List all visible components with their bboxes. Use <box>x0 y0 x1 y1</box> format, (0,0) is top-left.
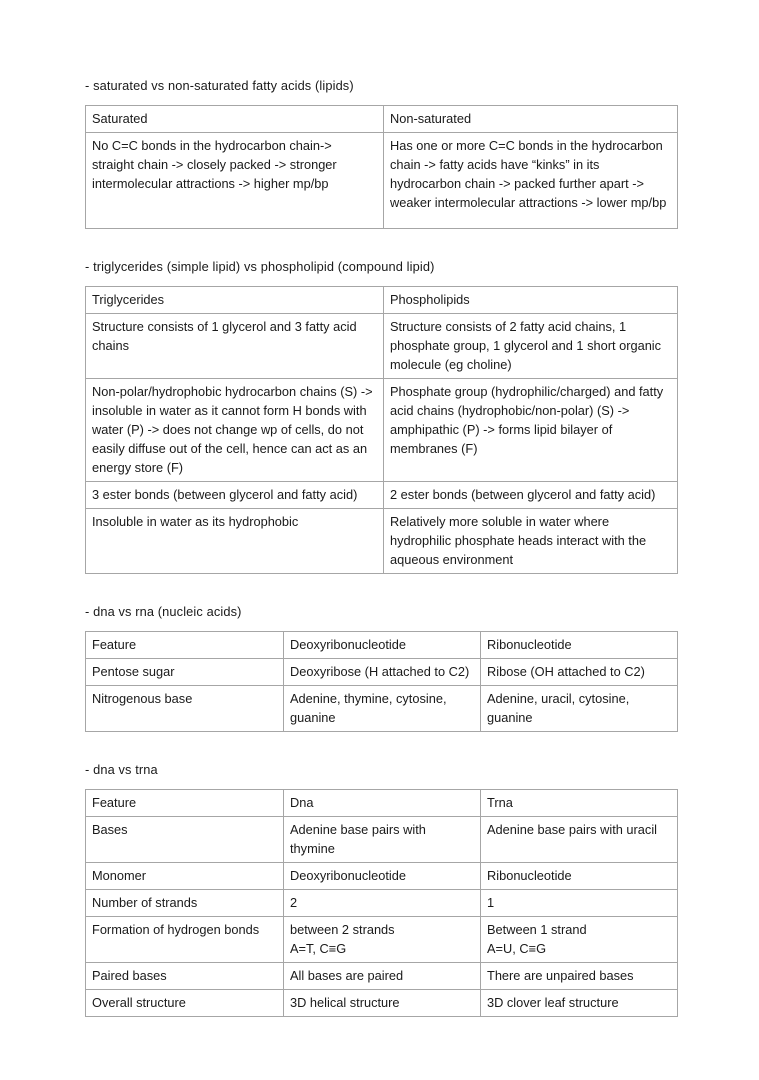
section-heading: - saturated vs non-saturated fatty acids (lipids) <box>85 78 354 93</box>
section-saturated-vs-non-saturated <box>85 78 677 229</box>
section-spacer <box>85 574 677 604</box>
table-cell: 3D clover leaf structure <box>481 990 678 1017</box>
table-header-cell: Dna <box>284 790 481 817</box>
table-header-cell: Deoxyribonucleotide <box>284 632 481 659</box>
table-cell: Deoxyribose (H attached to C2) <box>284 659 481 686</box>
comparison-table-nucleic-acids <box>85 631 678 732</box>
section-heading: - dna vs rna (nucleic acids) <box>85 604 242 619</box>
table-cell: Adenine base pairs with uracil <box>481 817 678 863</box>
table-header-cell: Ribonucleotide <box>481 632 678 659</box>
table-cell: Structure consists of 2 fatty acid chains, 1 phosphate group, 1 glycerol and 1 short organic molecule (eg choline) <box>384 314 678 379</box>
section-heading: - triglycerides (simple lipid) vs phospholipid (compound lipid) <box>85 259 435 274</box>
comparison-table-lipids <box>85 286 678 574</box>
table-cell: Pentose sugar <box>86 659 284 686</box>
table-row <box>86 314 678 379</box>
table-row <box>86 890 678 917</box>
section-dna-vs-rna <box>85 604 677 732</box>
table-cell-line: Between 1 strand <box>487 922 587 937</box>
table-cell: Adenine base pairs with thymine <box>284 817 481 863</box>
table-cell: Deoxyribonucleotide <box>284 863 481 890</box>
table-header-cell: Saturated <box>86 106 384 133</box>
table-cell: Structure consists of 1 glycerol and 3 fatty acid chains <box>86 314 384 379</box>
table-row <box>86 133 678 229</box>
table-cell: Ribonucleotide <box>481 863 678 890</box>
table-header-row <box>86 632 678 659</box>
table-cell: There are unpaired bases <box>481 963 678 990</box>
table-header-cell: Phospholipids <box>384 287 678 314</box>
table-row <box>86 509 678 574</box>
section-heading: - dna vs trna <box>85 762 158 777</box>
table-cell: Monomer <box>86 863 284 890</box>
table-header-cell: Feature <box>86 632 284 659</box>
table-header-cell: Triglycerides <box>86 287 384 314</box>
table-cell <box>284 917 481 963</box>
table-cell: Bases <box>86 817 284 863</box>
table-cell: Ribose (OH attached to C2) <box>481 659 678 686</box>
table-cell: 2 ester bonds (between glycerol and fatty acid) <box>384 482 678 509</box>
table-row <box>86 379 678 482</box>
comparison-table-dna-trna <box>85 789 678 1017</box>
table-cell: Phosphate group (hydrophilic/charged) and fatty acid chains (hydrophobic/non-polar) (S) -> amphipathic (P) -> forms lipid bilayer of membranes (F) <box>384 379 678 482</box>
table-row <box>86 963 678 990</box>
table-cell: Insoluble in water as its hydrophobic <box>86 509 384 574</box>
table-cell: Adenine, uracil, cytosine, guanine <box>481 686 678 732</box>
table-cell: 3D helical structure <box>284 990 481 1017</box>
comparison-table-saturated <box>85 105 678 229</box>
table-row <box>86 482 678 509</box>
table-cell-line: between 2 strands <box>290 922 395 937</box>
table-cell <box>481 917 678 963</box>
table-row <box>86 817 678 863</box>
table-cell: Has one or more C=C bonds in the hydrocarbon chain -> fatty acids have “kinks” in its hydrocarbon chain -> packed further apart -> weaker intermolecular attractions -> lower mp/bp <box>384 133 678 229</box>
table-cell: No C=C bonds in the hydrocarbon chain-> straight chain -> closely packed -> stronger intermolecular attractions -> higher mp/bp <box>86 133 384 229</box>
table-cell-line: A=U, C≡G <box>487 941 547 956</box>
table-cell: Nitrogenous base <box>86 686 284 732</box>
table-cell <box>86 917 284 963</box>
table-header-row <box>86 106 678 133</box>
table-cell: Paired bases <box>86 963 284 990</box>
table-row <box>86 659 678 686</box>
table-row <box>86 686 678 732</box>
table-header-cell: Feature <box>86 790 284 817</box>
table-cell: 2 <box>284 890 481 917</box>
table-row <box>86 917 678 963</box>
table-cell: Number of strands <box>86 890 284 917</box>
table-cell: Overall structure <box>86 990 284 1017</box>
table-cell: 1 <box>481 890 678 917</box>
table-header-row <box>86 790 678 817</box>
table-cell: 3 ester bonds (between glycerol and fatty acid) <box>86 482 384 509</box>
table-row <box>86 863 678 890</box>
table-header-row <box>86 287 678 314</box>
section-triglycerides-vs-phospholipid <box>85 259 677 574</box>
table-cell: Adenine, thymine, cytosine, guanine <box>284 686 481 732</box>
table-cell: All bases are paired <box>284 963 481 990</box>
table-row <box>86 990 678 1017</box>
section-spacer <box>85 229 677 259</box>
table-header-cell: Trna <box>481 790 678 817</box>
table-cell: Non-polar/hydrophobic hydrocarbon chains (S) -> insoluble in water as it cannot form H bonds with water (P) -> does not change wp of cells, do not easily diffuse out of the cell, hence can act as an energy store (F) <box>86 379 384 482</box>
section-spacer <box>85 732 677 762</box>
section-dna-vs-trna <box>85 762 677 1017</box>
table-cell: Relatively more soluble in water where hydrophilic phosphate heads interact with the aqueous environment <box>384 509 678 574</box>
table-header-cell: Non-saturated <box>384 106 678 133</box>
table-cell-line: Formation of hydrogen bonds <box>92 922 260 937</box>
table-cell-line: A=T, C≡G <box>290 941 347 956</box>
